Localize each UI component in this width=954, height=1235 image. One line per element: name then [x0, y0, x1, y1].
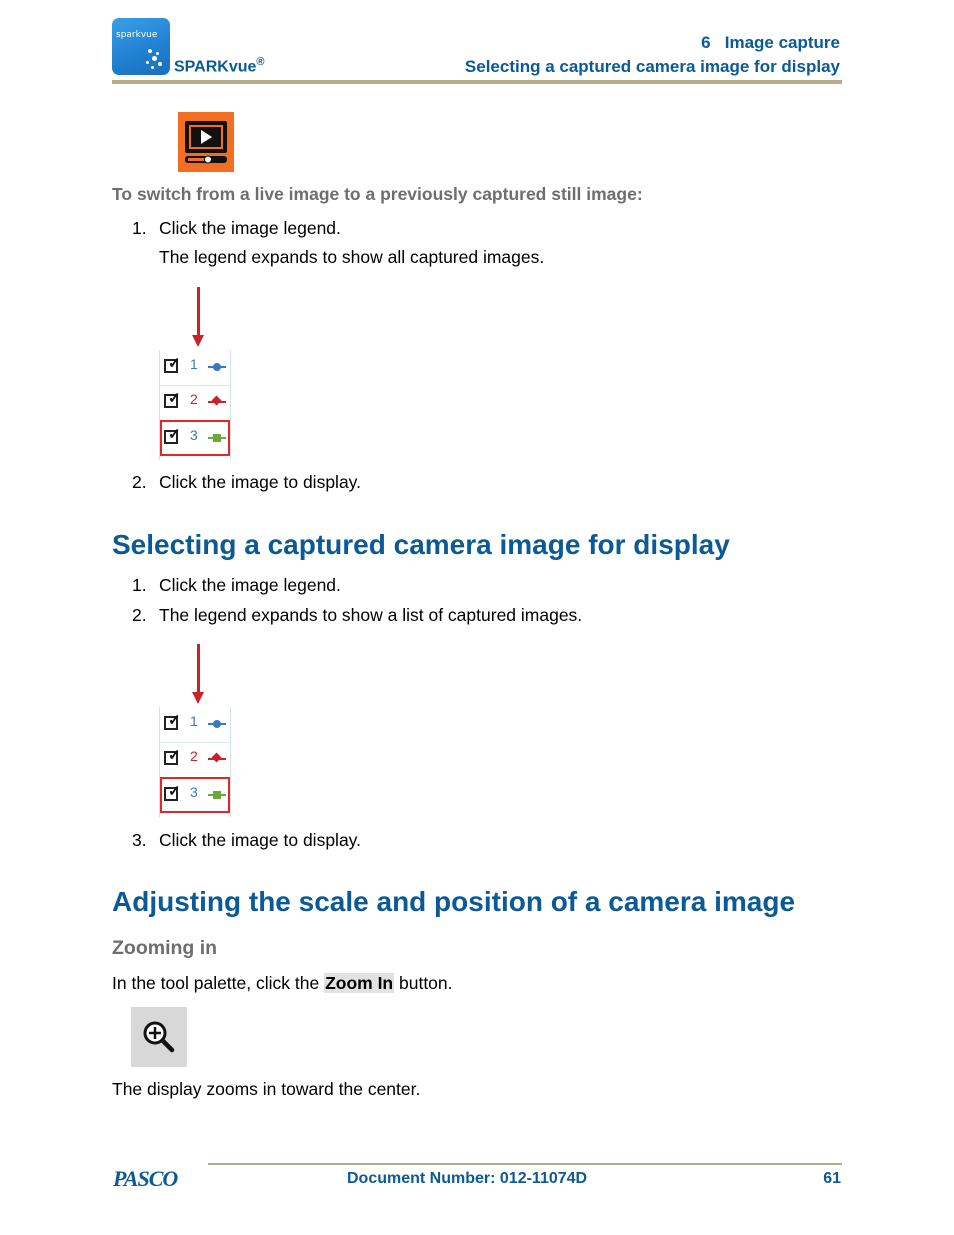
checkbox-icon[interactable]: ✓ — [164, 787, 178, 801]
brand-text: SPARKvue — [174, 58, 257, 76]
brand-name — [174, 56, 265, 76]
step-note: The legend expands to show all captured images. — [159, 247, 545, 267]
step-number: 3. — [132, 830, 147, 850]
header-divider — [112, 80, 842, 84]
legend-figure — [159, 644, 239, 824]
logo-dot — [156, 52, 159, 55]
legend-row-2[interactable] — [160, 742, 230, 778]
square-marker-icon — [208, 437, 226, 439]
image-playback-icon — [178, 112, 234, 172]
header-chapter — [701, 33, 840, 53]
step-number: 1. — [132, 218, 147, 238]
legend-row-label: 2 — [190, 748, 198, 764]
legend-row-label: 3 — [190, 784, 198, 800]
step-text: Click the image legend. — [159, 575, 341, 595]
chapter-title: Image capture — [724, 33, 840, 52]
image-legend[interactable] — [159, 350, 231, 460]
instruction-text: In the tool palette, click the — [112, 973, 325, 993]
checkbox-icon[interactable]: ✓ — [164, 716, 178, 730]
checkbox-icon[interactable]: ✓ — [164, 430, 178, 444]
footer-divider — [208, 1163, 842, 1165]
legend-row-3-selected[interactable] — [160, 777, 230, 813]
legend-figure — [159, 287, 239, 467]
legend-row-label: 2 — [190, 391, 198, 407]
logo-word: sparkvue — [116, 30, 158, 40]
section-heading: Adjusting the scale and position of a camera image — [112, 886, 796, 917]
subsection-heading: Zooming in — [112, 937, 218, 959]
logo-dot — [146, 61, 149, 64]
zoom-in-button-name: Zoom In — [325, 973, 394, 993]
red-arrow — [197, 644, 200, 694]
zoom-in-icon-graphic — [131, 1007, 187, 1067]
step-text: Click the image to display. — [159, 830, 361, 850]
legend-row-label: 1 — [190, 356, 198, 372]
registered-mark: ® — [256, 56, 265, 68]
pasco-logo: PASCO — [113, 1166, 178, 1191]
circle-marker-icon — [208, 723, 226, 725]
checkbox-icon[interactable]: ✓ — [164, 359, 178, 373]
document-number: Document Number: 012-11074D — [347, 1170, 588, 1187]
step-number: 1. — [132, 575, 147, 595]
red-arrow — [197, 287, 200, 337]
diamond-marker-icon — [208, 401, 226, 403]
step-text: The legend expands to show a list of captured images. — [159, 605, 583, 625]
step-number: 2. — [132, 605, 147, 625]
header-section-title: Selecting a captured camera image for display — [464, 57, 840, 76]
logo-dot — [148, 49, 152, 53]
logo-dot — [152, 56, 157, 61]
zoom-instruction — [112, 973, 453, 994]
legend-row-label: 1 — [190, 713, 198, 729]
checkbox-icon[interactable]: ✓ — [164, 394, 178, 408]
image-legend[interactable] — [159, 707, 231, 817]
page-number: 61 — [823, 1170, 841, 1187]
instruction-text: button. — [394, 973, 453, 993]
section-heading: Selecting a captured camera image for display — [112, 529, 730, 560]
image-playback-icon-graphic — [178, 112, 234, 172]
step-text: Click the image to display. — [159, 472, 361, 492]
legend-row-1[interactable] — [160, 707, 230, 743]
circle-marker-icon — [208, 366, 226, 368]
procedure-heading: To switch from a live image to a previously captured still image: — [112, 184, 643, 204]
legend-row-1[interactable] — [160, 350, 230, 386]
diamond-marker-icon — [208, 758, 226, 760]
step-number: 2. — [132, 472, 147, 492]
zoom-in-icon[interactable] — [131, 1007, 187, 1067]
chapter-number: 6 — [701, 33, 711, 52]
checkbox-icon[interactable]: ✓ — [164, 751, 178, 765]
logo-dot — [158, 62, 162, 66]
legend-row-3-selected[interactable] — [160, 420, 230, 456]
legend-row-label: 3 — [190, 427, 198, 443]
legend-row-2[interactable] — [160, 385, 230, 421]
red-arrow-head — [192, 335, 204, 347]
red-arrow-head — [192, 692, 204, 704]
zoom-result-text: The display zooms in toward the center. — [112, 1079, 421, 1099]
sparkvue-logo — [112, 18, 170, 75]
step-text: Click the image legend. — [159, 218, 341, 238]
square-marker-icon — [208, 794, 226, 796]
logo-dot — [151, 66, 154, 69]
